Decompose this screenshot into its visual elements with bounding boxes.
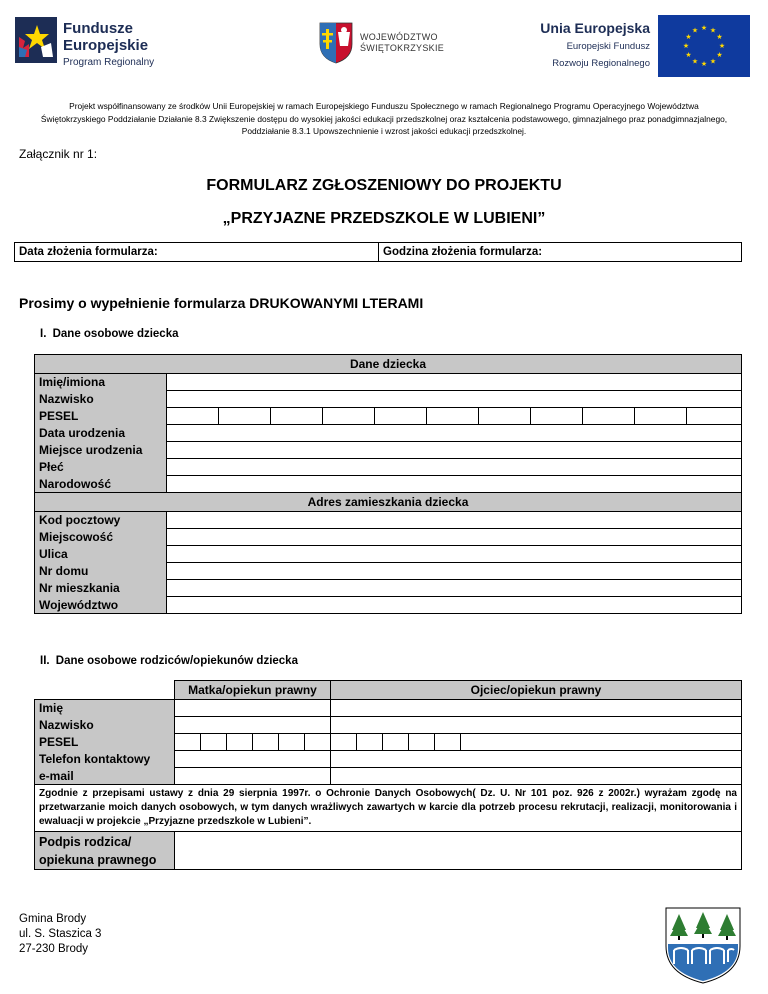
submission-table	[14, 242, 742, 262]
ue-sub-line2: Rozwoju Regionalnego	[552, 58, 650, 69]
svg-text:★: ★	[716, 51, 723, 59]
ue-text-block	[525, 20, 650, 70]
svg-text:★: ★	[718, 42, 726, 50]
child-field-label: Imię/imiona	[35, 374, 167, 391]
signature-field[interactable]	[175, 832, 742, 870]
svg-text:★: ★	[700, 60, 708, 68]
submission-date-cell[interactable]	[15, 243, 379, 262]
signature-label-line1: Podpis rodzica/	[39, 834, 132, 849]
pesel-digit[interactable]	[227, 734, 253, 751]
child-field-label: Nazwisko	[35, 391, 167, 408]
form-title: FORMULARZ ZGŁOSZENIOWY DO PROJEKTU	[206, 177, 562, 194]
address-field-label: Kod pocztowy	[35, 512, 167, 529]
father-phone-input[interactable]	[331, 751, 742, 768]
eu-flag-icon	[658, 15, 750, 77]
footer-line1: Gmina Brody	[19, 913, 87, 925]
svg-text:★: ★	[691, 26, 699, 35]
father-header-text: Ojciec/opiekun prawny	[470, 683, 602, 697]
mother-header-text: Matka/opiekun prawny	[188, 683, 317, 697]
footer-line2: ul. S. Staszica 3	[19, 928, 102, 940]
child-pesel-digit[interactable]	[427, 408, 479, 425]
signature-label-line2: opiekuna prawnego	[39, 852, 157, 867]
child-pesel-digit[interactable]	[219, 408, 271, 425]
child-pesel-digit[interactable]	[531, 408, 583, 425]
submission-time-label: Godzina złożenia formularza:	[383, 246, 543, 258]
svg-text:★: ★	[685, 33, 692, 41]
address-field-label: Nr mieszkania	[35, 580, 167, 597]
child-pesel-digit[interactable]	[271, 408, 323, 425]
parent-field-label: Nazwisko	[35, 717, 175, 734]
pesel-digit[interactable]	[175, 734, 201, 751]
pesel-digit[interactable]	[409, 734, 435, 751]
gmina-coat-of-arms-icon	[664, 906, 742, 984]
svg-text:★: ★	[685, 51, 692, 59]
father-header	[331, 681, 742, 700]
section1-title: Dane osobowe dziecka	[52, 328, 179, 340]
section2-heading	[40, 655, 298, 667]
child-nationality-input[interactable]	[167, 476, 742, 493]
child-data-header	[35, 355, 742, 374]
city-input[interactable]	[167, 529, 742, 546]
pesel-digit[interactable]	[279, 734, 305, 751]
apartment-number-input[interactable]	[167, 580, 742, 597]
father-email-input[interactable]	[331, 768, 742, 785]
father-last-name-input[interactable]	[331, 717, 742, 734]
child-pesel-digit[interactable]	[323, 408, 375, 425]
pesel-digit[interactable]	[461, 734, 742, 751]
section2-number: II.	[40, 655, 50, 667]
address-header-text: Adres zamieszkania dziecka	[307, 495, 469, 509]
mother-email-input[interactable]	[175, 768, 331, 785]
child-field-label: Miejsce urodzenia	[35, 442, 167, 459]
coat-of-arms-icon	[318, 20, 354, 64]
house-number-input[interactable]	[167, 563, 742, 580]
mother-phone-input[interactable]	[175, 751, 331, 768]
parent-field-label: Telefon kontaktowy	[35, 751, 175, 768]
section1-heading	[40, 328, 179, 340]
svg-text:★: ★	[700, 24, 708, 32]
parent-field-label: PESEL	[35, 734, 175, 751]
svg-text:★: ★	[682, 42, 690, 50]
child-pesel-digit[interactable]	[635, 408, 687, 425]
parents-data-table	[34, 680, 742, 870]
svg-text:★: ★	[709, 26, 717, 35]
intro-text: Projekt współfinansowany ze środków Unii Europejskiej w ramach Europejskiego Funduszu Społecznego w ramach Regionalnego Programu Operacyjnego Województwa Świętokrzyskiego Poddziałanie Działanie 8.3 Zwiększenie dostępu do wysokiej jakości edukacji przedszkolnej oraz kształcenia podstawowego, gimnazjalnego praz ponadgimnazjalnego, Poddziałanie 8.3.1 Upowszechnienie i wzrost jakości edukacji przedszkolnej.	[40, 101, 728, 136]
child-data-table	[34, 354, 742, 614]
footer-line3: 27-230 Brody	[19, 943, 89, 955]
wse-line1: WOJEWÓDZTWO	[360, 32, 438, 42]
address-field-label: Nr domu	[35, 563, 167, 580]
child-birth-date-input[interactable]	[167, 425, 742, 442]
child-last-name-input[interactable]	[167, 391, 742, 408]
pesel-digit[interactable]	[201, 734, 227, 751]
address-field-label: Województwo	[35, 597, 167, 614]
voivodeship-input[interactable]	[167, 597, 742, 614]
child-pesel-digit[interactable]	[479, 408, 531, 425]
child-pesel-digit[interactable]	[375, 408, 427, 425]
child-pesel-digit[interactable]	[167, 408, 219, 425]
section2-title: Dane osobowe rodziców/opiekunów dziecka	[55, 655, 298, 667]
street-input[interactable]	[167, 546, 742, 563]
section1-number: I.	[40, 328, 47, 340]
child-pesel-digit[interactable]	[687, 408, 742, 425]
fe-title-line2: Europejskie	[63, 37, 149, 54]
fundusze-europejskie-logo	[15, 15, 185, 68]
submission-time-cell[interactable]	[379, 243, 742, 262]
pesel-digit[interactable]	[253, 734, 279, 751]
parent-field-label: e-mail	[35, 768, 175, 785]
child-birth-place-input[interactable]	[167, 442, 742, 459]
parents-header-spacer	[35, 681, 175, 700]
address-header	[35, 493, 742, 512]
svg-text:★: ★	[691, 57, 699, 66]
pesel-digit[interactable]	[305, 734, 331, 751]
mother-first-name-input[interactable]	[175, 700, 331, 717]
address-field-label: Ulica	[35, 546, 167, 563]
child-field-label: Data urodzenia	[35, 425, 167, 442]
child-first-name-input[interactable]	[167, 374, 742, 391]
mother-header	[175, 681, 331, 700]
child-field-label: Płeć	[35, 459, 167, 476]
signature-label	[35, 832, 175, 870]
ue-sub-line1: Europejski Fundusz	[566, 41, 650, 52]
child-data-header-text: Dane dziecka	[349, 357, 427, 371]
fe-star-icon	[15, 17, 57, 63]
consent-cell	[35, 785, 742, 832]
child-field-label: PESEL	[35, 408, 167, 425]
consent-text: Zgodnie z przepisami ustawy z dnia 29 sierpnia 1997r. o Ochronie Danych Osobowych( Dz. U. Nr 101 poz. 926 z 2002r.) wyrażam zgodę na przetwarzanie moich danych osobowych, w tym danych wrażliwych zawartych w karcie dla potrzeb procesu rekrutacji, realizacji, monitorowania i ewaluacji w projekcie „Przyjazne przedszkole w Lubieni”.	[39, 788, 737, 827]
instruction-text: Prosimy o wypełnienie formularza DRUKOWANYMI LTERAMI	[19, 295, 424, 311]
postal-code-input[interactable]	[167, 512, 742, 529]
address-field-label: Miejscowość	[35, 529, 167, 546]
wojewodztwo-logo	[318, 20, 448, 66]
child-pesel-digit[interactable]	[583, 408, 635, 425]
footer-address	[19, 912, 101, 957]
ue-title: Unia Europejska	[540, 20, 650, 36]
pesel-digit[interactable]	[331, 734, 357, 751]
fe-subtitle: Program Regionalny	[63, 57, 155, 68]
wse-line2: ŚWIĘTOKRZYSKIE	[360, 43, 445, 53]
mother-last-name-input[interactable]	[175, 717, 331, 734]
fe-title-line1: Fundusze	[63, 20, 133, 37]
pesel-digit[interactable]	[357, 734, 383, 751]
project-name: „PRZYJAZNE PRZEDSZKOLE W LUBIENI”	[222, 210, 546, 227]
parent-field-label: Imię	[35, 700, 175, 717]
father-first-name-input[interactable]	[331, 700, 742, 717]
submission-date-label: Data złożenia formularza:	[19, 246, 158, 258]
attachment-label: Załącznik nr 1:	[19, 147, 98, 161]
child-field-label: Narodowość	[35, 476, 167, 493]
svg-text:★: ★	[709, 57, 717, 66]
svg-text:★: ★	[716, 33, 723, 41]
pesel-digit[interactable]	[383, 734, 409, 751]
child-sex-input[interactable]	[167, 459, 742, 476]
pesel-digit[interactable]	[435, 734, 461, 751]
